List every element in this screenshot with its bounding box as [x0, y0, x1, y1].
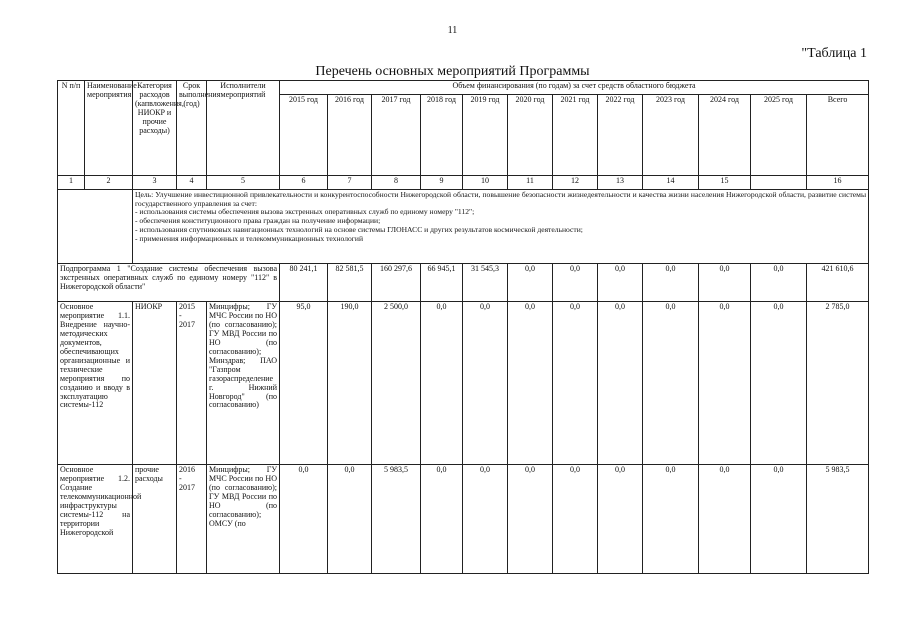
activity-value: 95,0: [280, 302, 328, 465]
column-number: 7: [328, 176, 372, 190]
column-number: 6: [280, 176, 328, 190]
subprogram-row: [58, 264, 869, 302]
goal-row: [58, 190, 869, 264]
subprogram-value: 31 545,3: [463, 264, 508, 302]
column-number: 8: [372, 176, 421, 190]
activity-name: Основное мероприятие 1.2. Создание телекоммуникационной инфраструктуры системы-112 на территории Нижегородской: [58, 465, 133, 574]
activity-value: 2 500,0: [372, 302, 421, 465]
goal-line: - использования спутниковых навигационных технологий на основе системы ГЛОНАСС и других результатов космической деятельности;: [135, 224, 583, 234]
page-number: 11: [447, 25, 458, 36]
activity-executors: Минцифры; ГУ МЧС России по НО (по согласованию); ГУ МВД России по НО (по согласованию); ОМСУ (по: [207, 465, 280, 574]
header-year: 2024 год: [699, 95, 751, 176]
subprogram-value: 0,0: [553, 264, 598, 302]
activity-value: 0,0: [280, 465, 328, 574]
activity-value: 0,0: [328, 465, 372, 574]
goal-line: - использования системы обеспечения вызова экстренных оперативных служб по единому номеру "112";: [135, 207, 475, 217]
goal-line: Цель: Улучшение инвестиционной привлекательности и конкурентоспособности Нижегородской области, повышение безопасности жизнедеятельности и качества жизни населения Нижегородской области, развитие системы государственного управления за счет:: [135, 190, 867, 208]
header-year: 2021 год: [553, 95, 598, 176]
activity-value: 0,0: [643, 302, 699, 465]
activity-row: [58, 465, 869, 574]
column-number: [751, 176, 807, 190]
activity-category: прочие расходы: [133, 465, 177, 574]
activity-value: 0,0: [553, 465, 598, 574]
column-numbers-row: [58, 176, 869, 190]
column-number: 15: [699, 176, 751, 190]
goal-cell: [133, 190, 869, 264]
subprogram-value: 82 581,5: [328, 264, 372, 302]
header-total: Всего: [807, 95, 869, 176]
activity-value: 0,0: [463, 302, 508, 465]
subprogram-value: 0,0: [643, 264, 699, 302]
subprogram-value: 160 297,6: [372, 264, 421, 302]
activity-value: 0,0: [463, 465, 508, 574]
header-year: 2017 год: [372, 95, 421, 176]
activity-value: 0,0: [598, 302, 643, 465]
subprogram-total: 421 610,6: [807, 264, 869, 302]
header-year: 2025 год: [751, 95, 807, 176]
subprogram-value: 66 945,1: [421, 264, 463, 302]
header-year: 2015 год: [280, 95, 328, 176]
column-number: 3: [133, 176, 177, 190]
column-number: 5: [207, 176, 280, 190]
header-financing: Объем финансирования (по годам) за счет средств областного бюджета: [280, 81, 869, 95]
activity-value: 0,0: [553, 302, 598, 465]
activity-value: 0,0: [751, 302, 807, 465]
header-year: 2020 год: [508, 95, 553, 176]
header-year: 2019 год: [463, 95, 508, 176]
activity-value: 190,0: [328, 302, 372, 465]
activity-category: НИОКР: [133, 302, 177, 465]
activity-value: 0,0: [751, 465, 807, 574]
subprogram-value: 0,0: [598, 264, 643, 302]
header-year: 2018 год: [421, 95, 463, 176]
activity-term: [177, 302, 207, 465]
column-number: 4: [177, 176, 207, 190]
goal-line: - обеспечения конституционного права граждан на получение информации;: [135, 216, 381, 226]
activity-term: [177, 465, 207, 574]
header-category: Категория расходов (капвложения, НИОКР и прочие расходы): [133, 81, 177, 176]
header-year: 2016 год: [328, 95, 372, 176]
column-number: 11: [508, 176, 553, 190]
column-number: 1: [58, 176, 85, 190]
activity-total: 2 785,0: [807, 302, 869, 465]
activity-value: 5 983,5: [372, 465, 421, 574]
goal-line: - применения информационных и телекоммуникационных технологий: [135, 233, 364, 243]
activity-value: 0,0: [598, 465, 643, 574]
activity-total: 5 983,5: [807, 465, 869, 574]
column-number: 16: [807, 176, 869, 190]
term-end: 2017: [179, 319, 195, 329]
header-num: N п/п: [58, 81, 85, 176]
subprogram-value: 0,0: [699, 264, 751, 302]
term-dash: -: [179, 473, 182, 483]
goal-empty-cell: [58, 190, 133, 264]
activity-row: [58, 302, 869, 465]
activity-value: 0,0: [421, 465, 463, 574]
header-name: Наименование мероприятия: [85, 81, 133, 176]
header-year: 2023 год: [643, 95, 699, 176]
column-number: 9: [421, 176, 463, 190]
column-number: 2: [85, 176, 133, 190]
header-executors: Исполнители мероприятий: [207, 81, 280, 176]
activity-name: Основное мероприятие 1.1. Внедрение научно-методических документов, обеспечивающих организационные и технические мероприятия по созданию и вводу в эксплуатацию системы-112: [58, 302, 133, 465]
column-number: 14: [643, 176, 699, 190]
table-label: "Таблица 1: [801, 46, 867, 61]
activity-value: 0,0: [421, 302, 463, 465]
subprogram-value: 80 241,1: [280, 264, 328, 302]
column-number: 10: [463, 176, 508, 190]
header-term: Срок выполнения (год): [177, 81, 207, 176]
term-dash: -: [179, 310, 182, 320]
column-number: 12: [553, 176, 598, 190]
activities-table: [57, 80, 869, 574]
subprogram-name: Подпрограмма 1 "Создание системы обеспечения вызова экстренных оперативных служб по единому номеру "112" в Нижегородской области": [58, 264, 280, 302]
activity-value: 0,0: [699, 465, 751, 574]
activity-value: 0,0: [508, 302, 553, 465]
term-end: 2017: [179, 482, 195, 492]
activity-value: 0,0: [699, 302, 751, 465]
activity-value: 0,0: [508, 465, 553, 574]
subprogram-value: 0,0: [751, 264, 807, 302]
activity-value: 0,0: [643, 465, 699, 574]
document-title: Перечень основных мероприятий Программы: [315, 64, 590, 79]
column-number: 13: [598, 176, 643, 190]
term-start: 2015: [179, 302, 195, 311]
activity-executors: Минцифры; ГУ МЧС России по НО (по согласованию); ГУ МВД России по НО (по согласованию); Минздрав; ПАО "Газпром газораспределение г. Нижний Новгород" (по согласованию): [207, 302, 280, 465]
subprogram-value: 0,0: [508, 264, 553, 302]
header-year: 2022 год: [598, 95, 643, 176]
term-start: 2016: [179, 465, 195, 474]
